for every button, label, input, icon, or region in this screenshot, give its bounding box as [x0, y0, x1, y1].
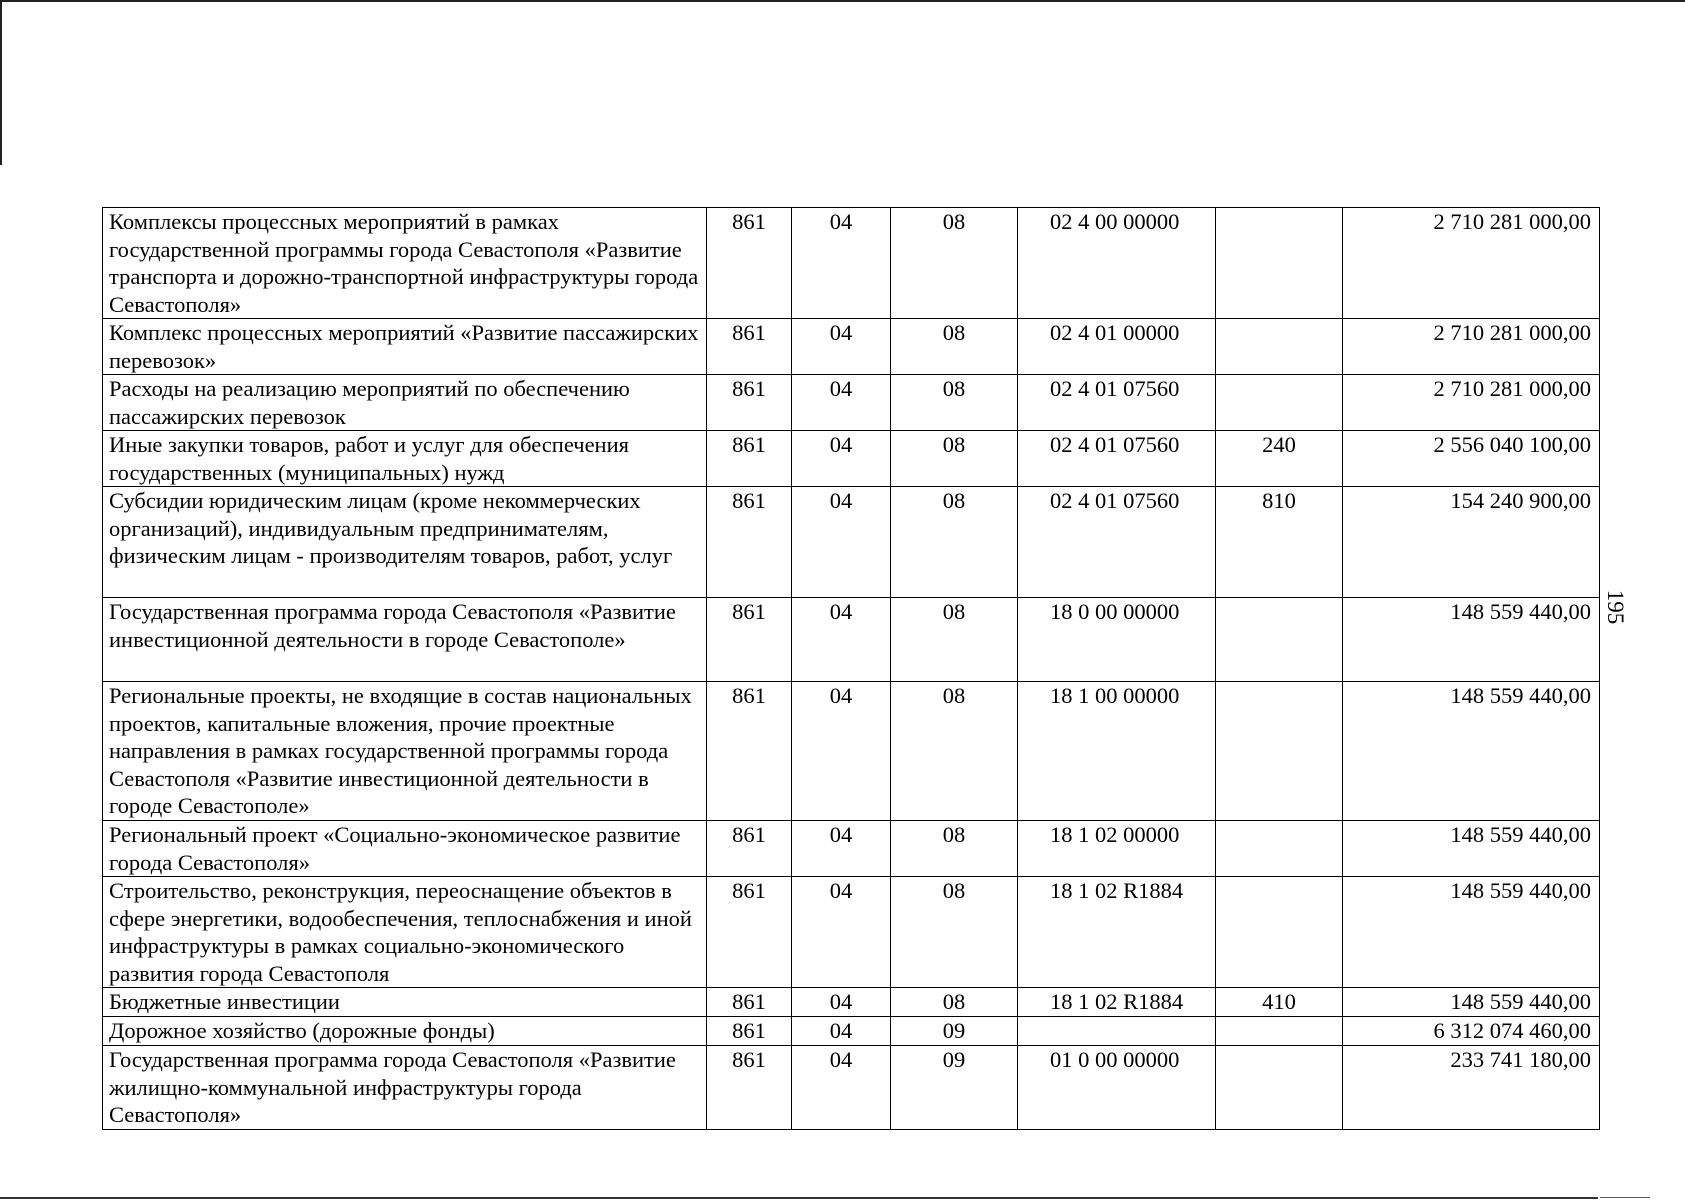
amount: 233 741 180,00 [1343, 1046, 1600, 1130]
table-row [103, 988, 1600, 1017]
subsection-code: 08 [891, 598, 1018, 682]
section-code: 04 [792, 988, 891, 1017]
section-code: 04 [792, 431, 891, 487]
section-code: 04 [792, 375, 891, 431]
expense-type-code [1216, 877, 1343, 988]
scan-border-bottom [0, 1197, 1598, 1199]
row-name: Региональный проект «Социально-экономическое развитие города Севастополя» [103, 821, 707, 877]
ministry-code: 861 [707, 1046, 792, 1130]
section-code: 04 [792, 821, 891, 877]
target-article-code: 18 1 02 00000 [1018, 821, 1216, 877]
amount: 2 710 281 000,00 [1343, 319, 1600, 375]
amount: 148 559 440,00 [1343, 988, 1600, 1017]
table-row [103, 431, 1600, 487]
row-name: Государственная программа города Севастополя «Развитие жилищно-коммунальной инфраструктуры города Севастополя» [103, 1046, 707, 1130]
ministry-code: 861 [707, 375, 792, 431]
subsection-code: 09 [891, 1046, 1018, 1130]
target-article-code: 02 4 01 07560 [1018, 431, 1216, 487]
expense-type-code [1216, 208, 1343, 319]
table-row [103, 319, 1600, 375]
expense-type-code: 810 [1216, 487, 1343, 598]
subsection-code: 09 [891, 1017, 1018, 1046]
ministry-code: 861 [707, 319, 792, 375]
row-name: Субсидии юридическим лицам (кроме некоммерческих организаций), индивидуальным предпринимателям, физическим лицам - производителям товаров, работ, услуг [103, 487, 707, 598]
amount: 148 559 440,00 [1343, 598, 1600, 682]
scan-border-bottom-right [1600, 1197, 1650, 1198]
section-code: 04 [792, 598, 891, 682]
expense-type-code [1216, 1046, 1343, 1130]
row-name: Дорожное хозяйство (дорожные фонды) [103, 1017, 707, 1046]
section-code: 04 [792, 1017, 891, 1046]
target-article-code: 18 1 00 00000 [1018, 682, 1216, 821]
row-name: Бюджетные инвестиции [103, 988, 707, 1017]
target-article-code: 18 1 02 R1884 [1018, 988, 1216, 1017]
expense-type-code [1216, 821, 1343, 877]
ministry-code: 861 [707, 988, 792, 1017]
table-row [103, 1046, 1600, 1130]
amount: 2 556 040 100,00 [1343, 431, 1600, 487]
table-row [103, 375, 1600, 431]
amount: 6 312 074 460,00 [1343, 1017, 1600, 1046]
page-number: 195 [1603, 589, 1628, 625]
subsection-code: 08 [891, 877, 1018, 988]
target-article-code: 18 0 00 00000 [1018, 598, 1216, 682]
ministry-code: 861 [707, 1017, 792, 1046]
expense-type-code [1216, 1017, 1343, 1046]
ministry-code: 861 [707, 431, 792, 487]
scan-border-top [0, 0, 1685, 2]
table-row [103, 598, 1600, 682]
table-row [103, 877, 1600, 988]
amount: 2 710 281 000,00 [1343, 375, 1600, 431]
row-name: Региональные проекты, не входящие в состав национальных проектов, капитальные вложения, прочие проектные направления в рамках государственной программы города Севастополя «Развитие инвестиционной деятельности в городе Севастополе» [103, 682, 707, 821]
ministry-code: 861 [707, 821, 792, 877]
table-row [103, 1017, 1600, 1046]
section-code: 04 [792, 319, 891, 375]
expense-type-code [1216, 682, 1343, 821]
expense-type-code [1216, 598, 1343, 682]
table-row [103, 208, 1600, 319]
row-name: Комплекс процессных мероприятий «Развитие пассажирских перевозок» [103, 319, 707, 375]
subsection-code: 08 [891, 821, 1018, 877]
subsection-code: 08 [891, 431, 1018, 487]
row-name: Государственная программа города Севастополя «Развитие инвестиционной деятельности в городе Севастополе» [103, 598, 707, 682]
ministry-code: 861 [707, 208, 792, 319]
table-row [103, 682, 1600, 821]
amount: 2 710 281 000,00 [1343, 208, 1600, 319]
ministry-code: 861 [707, 487, 792, 598]
subsection-code: 08 [891, 988, 1018, 1017]
target-article-code [1018, 1017, 1216, 1046]
row-name: Расходы на реализацию мероприятий по обеспечению пассажирских перевозок [103, 375, 707, 431]
amount: 148 559 440,00 [1343, 682, 1600, 821]
target-article-code: 02 4 01 07560 [1018, 375, 1216, 431]
row-name: Строительство, реконструкция, переоснащение объектов в сфере энергетики, водообеспечения, теплоснабжения и иной инфраструктуры в рамках социально-экономического развития города Севастополя [103, 877, 707, 988]
expense-type-code: 410 [1216, 988, 1343, 1017]
expense-type-code: 240 [1216, 431, 1343, 487]
section-code: 04 [792, 682, 891, 821]
table-row [103, 487, 1600, 598]
scan-border-left [0, 0, 2, 165]
section-code: 04 [792, 208, 891, 319]
subsection-code: 08 [891, 682, 1018, 821]
subsection-code: 08 [891, 319, 1018, 375]
target-article-code: 18 1 02 R1884 [1018, 877, 1216, 988]
amount: 154 240 900,00 [1343, 487, 1600, 598]
table-row [103, 821, 1600, 877]
ministry-code: 861 [707, 877, 792, 988]
budget-table [102, 207, 1600, 1130]
subsection-code: 08 [891, 375, 1018, 431]
amount: 148 559 440,00 [1343, 877, 1600, 988]
expense-type-code [1216, 319, 1343, 375]
target-article-code: 01 0 00 00000 [1018, 1046, 1216, 1130]
expense-type-code [1216, 375, 1343, 431]
section-code: 04 [792, 877, 891, 988]
section-code: 04 [792, 1046, 891, 1130]
ministry-code: 861 [707, 682, 792, 821]
row-name: Комплексы процессных мероприятий в рамках государственной программы города Севастополя «Развитие транспорта и дорожно-транспортной инфраструктуры города Севастополя» [103, 208, 707, 319]
target-article-code: 02 4 01 07560 [1018, 487, 1216, 598]
amount: 148 559 440,00 [1343, 821, 1600, 877]
ministry-code: 861 [707, 598, 792, 682]
section-code: 04 [792, 487, 891, 598]
row-name: Иные закупки товаров, работ и услуг для обеспечения государственных (муниципальных) нужд [103, 431, 707, 487]
subsection-code: 08 [891, 487, 1018, 598]
subsection-code: 08 [891, 208, 1018, 319]
target-article-code: 02 4 01 00000 [1018, 319, 1216, 375]
target-article-code: 02 4 00 00000 [1018, 208, 1216, 319]
